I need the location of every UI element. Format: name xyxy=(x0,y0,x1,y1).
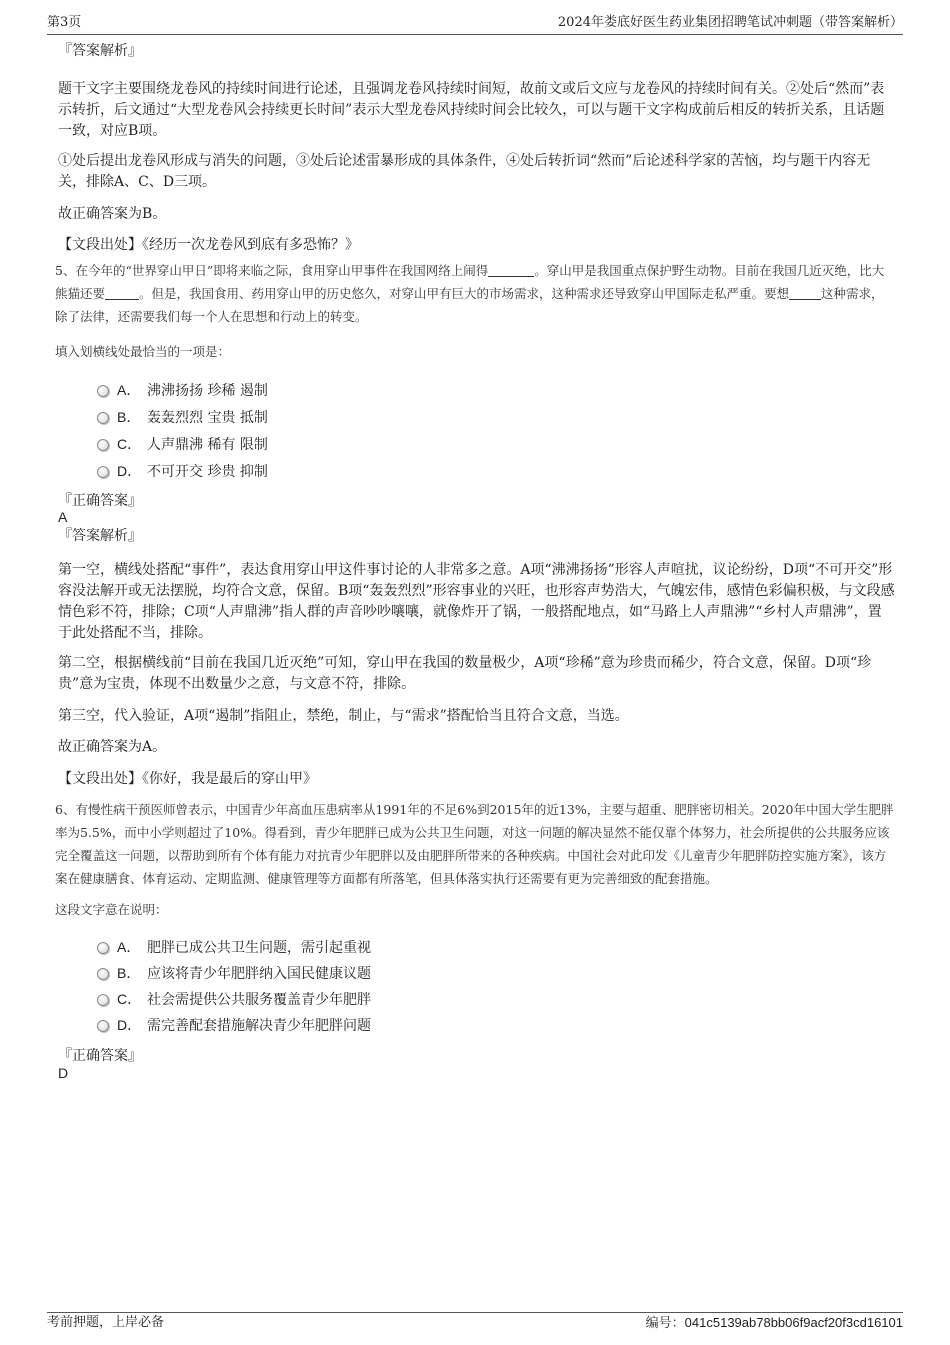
blank-line xyxy=(488,262,534,277)
footer-slogan: 考前押题，上岸必备 xyxy=(47,1315,165,1330)
option-c[interactable]: C． 人声鼎沸 稀有 限制 xyxy=(55,431,895,458)
document-code: 编号：041c5139ab78bb06f9acf20f3cd16101 xyxy=(645,1315,903,1331)
radio-button-icon[interactable] xyxy=(97,439,109,451)
radio-button-icon[interactable] xyxy=(97,412,109,424)
blank-line xyxy=(105,285,139,300)
analysis-paragraph: ①处后提出龙卷风形成与消失的问题，③处后论述雷暴形成的具体条件，④处后转折词“然而”后论述科学家的苦恼，均与题干内容无关，排除A、C、D三项。 xyxy=(58,153,871,190)
option-d[interactable]: D． 不可开交 珍贵 抑制 xyxy=(55,458,895,485)
radio-button-icon[interactable] xyxy=(97,942,109,954)
analysis-paragraph: 第三空，代入验证，A项“遏制”指阻止，禁绝，制止，与“需求”搭配恰当且符合文意，当选。 xyxy=(58,708,629,724)
analysis-paragraph: 第二空，根据横线前“目前在我国几近灭绝”可知，穿山甲在我国的数量极少，A项“珍稀”意为珍贵而稀少，符合文意，保留。D项“珍贵”意为宝贵，体现不出数量少之意，与文意不符，排除。 xyxy=(58,655,872,692)
question-5-options xyxy=(55,377,895,485)
question-6-options xyxy=(55,934,895,1038)
correct-answer-label: 『正确答案』 xyxy=(58,492,142,508)
question-5-stem: 5、在今年的“世界穿山甲日”即将来临之际，食用穿山甲事件在我国网络上闹得 。穿山甲是我国重点保护野生动物。目前在我国几近灭绝，比大熊猫还要 。但是，我国食用、药用穿山甲的历史悠久，对穿山甲有巨大的市场需求，这种需求还导致穿山甲国际走私严重。要想 这种需求，除了法律，还需要我们每一个人在思想和行动上的转变。 xyxy=(55,263,885,324)
radio-button-icon[interactable] xyxy=(97,385,109,397)
option-a[interactable]: A． 沸沸扬扬 珍稀 遏制 xyxy=(55,377,895,404)
main-content xyxy=(55,40,895,1082)
document-title: 2024年娄底好医生药业集团招聘笔试冲刺题（带答案解析） xyxy=(557,15,903,30)
option-a[interactable]: A． 肥胖已成公共卫生问题，需引起重视 xyxy=(55,934,895,960)
radio-button-icon[interactable] xyxy=(97,1020,109,1032)
analysis-conclusion: 故正确答案为B。 xyxy=(58,206,167,222)
radio-button-icon[interactable] xyxy=(97,994,109,1006)
correct-answer-value: D xyxy=(58,1065,69,1081)
option-d[interactable]: D． 需完善配套措施解决青少年肥胖问题 xyxy=(55,1012,895,1038)
radio-button-icon[interactable] xyxy=(97,466,109,478)
blank-line xyxy=(789,285,821,300)
option-b[interactable]: B． 应该将青少年肥胖纳入国民健康议题 xyxy=(55,960,895,986)
question-6-stem: 6、有慢性病干预医师曾表示，中国青少年高血压患病率从1991年的不足6%到2015年的近13%，主要与超重、肥胖密切相关。2020年中国大学生肥胖率为5.5%，而中小学则超过了10%。得看到，青少年肥胖已成为公共卫生问题，对这一问题的解决显然不能仅靠个体努力，社会所提供的公共服务应该完全覆盖这一问题，以帮助到所有个体有能力对抗青少年肥胖以及由肥胖所带来的各种疾病。中国社会对此印发《儿童青少年肥胖防控实施方案》，该方案在健康膳食、体育运动、定期监测、健康管理等方面都有所落笔，但具体落实执行还需要有更为完善细致的配套措施。 xyxy=(55,802,894,886)
option-c[interactable]: C． 社会需提供公共服务覆盖青少年肥胖 xyxy=(55,986,895,1012)
correct-answer-label: 『正确答案』 xyxy=(58,1047,142,1063)
radio-button-icon[interactable] xyxy=(97,968,109,980)
option-b[interactable]: B． 轰轰烈烈 宝贵 抵制 xyxy=(55,404,895,431)
correct-answer-value: A xyxy=(58,509,68,525)
page-footer xyxy=(47,1312,903,1333)
analysis-conclusion: 故正确答案为A。 xyxy=(58,739,167,755)
page-header xyxy=(47,12,903,35)
source-citation: 【文段出处】《你好，我是最后的穿山甲》 xyxy=(58,771,317,787)
analysis-paragraph: 题干文字主要围绕龙卷风的持续时间进行论述，且强调龙卷风持续时间短，故前文或后文应与龙卷风的持续时间有关。②处后“然而”表示转折，后文通过“大型龙卷风会持续更长时间”表示大型龙卷风持续时间会比较久，可以与题干文字构成前后相反的转折关系，且话题一致，对应B项。 xyxy=(58,81,885,139)
question-6-prompt: 这段文字意在说明： xyxy=(55,902,168,917)
analysis-paragraph: 第一空，横线处搭配“事件”，表达食用穿山甲这件事讨论的人非常多之意。A项“沸沸扬扬”形容人声喧扰，议论纷纷，D项“不可开交”形容没法解开或无法摆脱，均符合文意，保留。B项“轰轰烈烈”形容事业的兴旺，也形容声势浩大，气魄宏伟，感情色彩偏积极，与文段感情色彩不符，排除；C项“人声鼎沸”指人群的声音吵吵嚷嚷，就像炸开了锅，一般搭配地点，如“马路上人声鼎沸”“乡村人声鼎沸”，置于此处搭配不当，排除。 xyxy=(58,562,895,641)
analysis-label: 『答案解析』 xyxy=(58,43,142,59)
question-5-prompt: 填入划横线处最恰当的一项是： xyxy=(55,344,231,359)
analysis-label: 『答案解析』 xyxy=(58,528,142,544)
page-number: 第3页 xyxy=(47,15,82,30)
source-citation: 【文段出处】《经历一次龙卷风到底有多恐怖？》 xyxy=(58,237,359,253)
